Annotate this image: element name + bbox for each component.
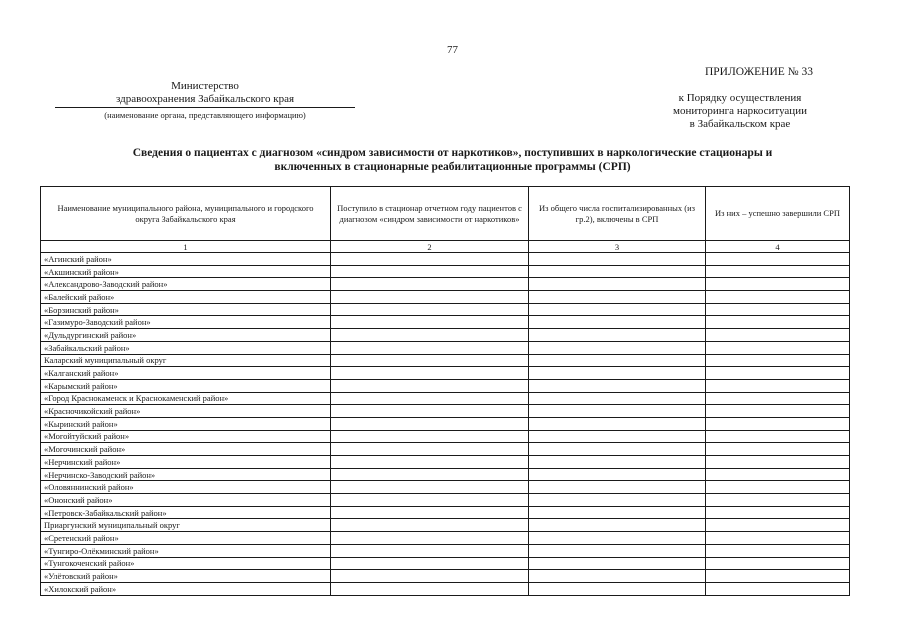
municipality-name-cell: «Карымский район» (41, 379, 331, 392)
municipality-name-cell: «Александрово-Заводский район» (41, 278, 331, 291)
empty-value-cell-col-2[interactable] (331, 379, 529, 392)
table-header-row (41, 187, 850, 241)
empty-value-cell-col-3[interactable] (529, 430, 706, 443)
table-row (41, 278, 850, 291)
ministry-line-1: Министерство (171, 80, 239, 92)
appendix-block (643, 66, 813, 131)
empty-value-cell-col-4[interactable] (706, 367, 850, 380)
empty-value-cell-col-3[interactable] (529, 329, 706, 342)
column-number: 1 (41, 241, 331, 253)
municipality-name-cell: «Газимуро-Заводский район» (41, 316, 331, 329)
municipality-name-cell: «Могочинский район» (41, 443, 331, 456)
empty-value-cell-col-2[interactable] (331, 303, 529, 316)
empty-value-cell-col-4[interactable] (706, 481, 850, 494)
empty-value-cell-col-4[interactable] (706, 341, 850, 354)
empty-value-cell-col-4[interactable] (706, 456, 850, 469)
municipality-name-cell: Каларский муниципальный округ (41, 354, 331, 367)
table-row (41, 494, 850, 507)
empty-value-cell-col-3[interactable] (529, 468, 706, 481)
appendix-title: ПРИЛОЖЕНИЕ № 33 (704, 66, 813, 78)
table-row (41, 291, 850, 304)
empty-value-cell-col-4[interactable] (706, 316, 850, 329)
empty-value-cell-col-4[interactable] (706, 392, 850, 405)
column-number: 3 (529, 241, 706, 253)
table-row (41, 405, 850, 418)
empty-value-cell-col-4[interactable] (706, 582, 850, 595)
appendix-line-1: к Порядку осуществления (678, 92, 802, 104)
empty-value-cell-col-4[interactable] (706, 253, 850, 266)
municipality-name-cell: «Акшинский район» (41, 265, 331, 278)
table-row (41, 582, 850, 595)
empty-value-cell-col-4[interactable] (706, 544, 850, 557)
municipality-name-cell: «Забайкальский район» (41, 341, 331, 354)
municipality-name-cell: «Балейский район» (41, 291, 331, 304)
empty-value-cell-col-3[interactable] (529, 367, 706, 380)
empty-value-cell-col-2[interactable] (331, 329, 529, 342)
header-municipality: Наименование муниципального района, муниципального и городского округа Забайкальского края (41, 187, 331, 241)
table-row (41, 316, 850, 329)
empty-value-cell-col-3[interactable] (529, 291, 706, 304)
table-row (41, 481, 850, 494)
empty-value-cell-col-2[interactable] (331, 253, 529, 266)
empty-value-cell-col-2[interactable] (331, 291, 529, 304)
empty-value-cell-col-3[interactable] (529, 303, 706, 316)
empty-value-cell-col-2[interactable] (331, 582, 529, 595)
empty-value-cell-col-4[interactable] (706, 519, 850, 532)
empty-value-cell-col-3[interactable] (529, 392, 706, 405)
municipality-name-cell: «Калганский район» (41, 367, 331, 380)
empty-value-cell-col-3[interactable] (529, 494, 706, 507)
municipality-name-cell: «Дульдургинский район» (41, 329, 331, 342)
document-title-line-1: Сведения о пациентах с диагнозом «синдром зависимости от наркотиков», поступивших в наркологические стационары и (132, 147, 773, 159)
empty-value-cell-col-3[interactable] (529, 557, 706, 570)
header-completed-srp: Из них – успешно завершили СРП (706, 187, 850, 241)
empty-value-cell-col-2[interactable] (331, 443, 529, 456)
empty-value-cell-col-2[interactable] (331, 481, 529, 494)
empty-value-cell-col-4[interactable] (706, 417, 850, 430)
table-row (41, 532, 850, 545)
empty-value-cell-col-2[interactable] (331, 544, 529, 557)
ministry-caption: (наименование органа, представляющего информацию) (104, 110, 306, 120)
municipality-name-cell: «Оловяннинский район» (41, 481, 331, 494)
municipality-name-cell: «Нерчинский район» (41, 456, 331, 469)
table-row (41, 341, 850, 354)
table-row (41, 392, 850, 405)
empty-value-cell-col-2[interactable] (331, 316, 529, 329)
empty-value-cell-col-2[interactable] (331, 519, 529, 532)
table-row (41, 329, 850, 342)
empty-value-cell-col-3[interactable] (529, 265, 706, 278)
header-included-srp: Из общего числа госпитализированных (из гр.2), включены в СРП (529, 187, 706, 241)
empty-value-cell-col-4[interactable] (706, 265, 850, 278)
empty-value-cell-col-3[interactable] (529, 506, 706, 519)
table-row (41, 265, 850, 278)
document-title (60, 146, 845, 174)
table-row (41, 544, 850, 557)
empty-value-cell-col-3[interactable] (529, 481, 706, 494)
page-number: 77 (447, 44, 458, 56)
municipality-name-cell: «Тунгокоченский район» (41, 557, 331, 570)
empty-value-cell-col-2[interactable] (331, 557, 529, 570)
empty-value-cell-col-2[interactable] (331, 367, 529, 380)
column-number-row (41, 241, 850, 253)
empty-value-cell-col-2[interactable] (331, 278, 529, 291)
empty-value-cell-col-2[interactable] (331, 532, 529, 545)
empty-value-cell-col-3[interactable] (529, 379, 706, 392)
municipality-name-cell: «Борзинский район» (41, 303, 331, 316)
empty-value-cell-col-4[interactable] (706, 354, 850, 367)
municipality-name-cell: «Агинский район» (41, 253, 331, 266)
appendix-line-2: мониторинга наркоситуации (673, 105, 807, 117)
empty-value-cell-col-4[interactable] (706, 532, 850, 545)
empty-value-cell-col-3[interactable] (529, 417, 706, 430)
table-row (41, 519, 850, 532)
municipality-name-cell: «Город Краснокаменск и Краснокаменский район» (41, 392, 331, 405)
table-row (41, 417, 850, 430)
table-row (41, 443, 850, 456)
empty-value-cell-col-2[interactable] (331, 506, 529, 519)
empty-value-cell-col-2[interactable] (331, 494, 529, 507)
municipality-name-cell: «Ононский район» (41, 494, 331, 507)
municipality-name-cell: «Петровск-Забайкальский район» (41, 506, 331, 519)
municipality-name-cell: «Нерчинско-Заводский район» (41, 468, 331, 481)
table-row (41, 303, 850, 316)
empty-value-cell-col-2[interactable] (331, 417, 529, 430)
empty-value-cell-col-4[interactable] (706, 570, 850, 583)
municipality-name-cell: «Кыринский район» (41, 417, 331, 430)
empty-value-cell-col-2[interactable] (331, 456, 529, 469)
table-row (41, 570, 850, 583)
municipality-name-cell: «Тунгиро-Олёкминский район» (41, 544, 331, 557)
empty-value-cell-col-3[interactable] (529, 443, 706, 456)
municipality-name-cell: «Могойтуйский район» (41, 430, 331, 443)
empty-value-cell-col-3[interactable] (529, 253, 706, 266)
empty-value-cell-col-3[interactable] (529, 354, 706, 367)
ministry-line-2: здравоохранения Забайкальского края (55, 93, 355, 108)
empty-value-cell-col-3[interactable] (529, 316, 706, 329)
empty-value-cell-col-2[interactable] (331, 354, 529, 367)
empty-value-cell-col-3[interactable] (529, 544, 706, 557)
table-row (41, 379, 850, 392)
header-admitted: Поступило в стационар отчетном году пациентов с диагнозом «синдром зависимости от наркотиков» (331, 187, 529, 241)
empty-value-cell-col-4[interactable] (706, 291, 850, 304)
empty-value-cell-col-4[interactable] (706, 379, 850, 392)
table-row (41, 456, 850, 469)
municipality-name-cell: «Красночикойский район» (41, 405, 331, 418)
empty-value-cell-col-3[interactable] (529, 570, 706, 583)
empty-value-cell-col-4[interactable] (706, 303, 850, 316)
empty-value-cell-col-2[interactable] (331, 430, 529, 443)
table-row (41, 557, 850, 570)
empty-value-cell-col-4[interactable] (706, 557, 850, 570)
empty-value-cell-col-4[interactable] (706, 468, 850, 481)
table-row (41, 367, 850, 380)
table-row (41, 430, 850, 443)
table-row (41, 354, 850, 367)
empty-value-cell-col-2[interactable] (331, 570, 529, 583)
empty-value-cell-col-2[interactable] (331, 265, 529, 278)
empty-value-cell-col-4[interactable] (706, 405, 850, 418)
municipality-name-cell: «Хилокский район» (41, 582, 331, 595)
empty-value-cell-col-4[interactable] (706, 329, 850, 342)
document-title-line-2: включенных в стационарные реабилитационные программы (СРП) (274, 161, 631, 173)
empty-value-cell-col-3[interactable] (529, 532, 706, 545)
empty-value-cell-col-4[interactable] (706, 506, 850, 519)
report-table (40, 186, 850, 596)
empty-value-cell-col-3[interactable] (529, 519, 706, 532)
column-number: 2 (331, 241, 529, 253)
table-row (41, 468, 850, 481)
empty-value-cell-col-3[interactable] (529, 405, 706, 418)
table-row (41, 253, 850, 266)
column-number: 4 (706, 241, 850, 253)
empty-value-cell-col-4[interactable] (706, 278, 850, 291)
empty-value-cell-col-3[interactable] (529, 456, 706, 469)
empty-value-cell-col-3[interactable] (529, 341, 706, 354)
empty-value-cell-col-4[interactable] (706, 494, 850, 507)
empty-value-cell-col-2[interactable] (331, 341, 529, 354)
municipality-name-cell: «Сретенский район» (41, 532, 331, 545)
appendix-line-3: в Забайкальском крае (689, 118, 791, 130)
empty-value-cell-col-2[interactable] (331, 468, 529, 481)
municipality-name-cell: Приаргунский муниципальный округ (41, 519, 331, 532)
empty-value-cell-col-2[interactable] (331, 405, 529, 418)
empty-value-cell-col-4[interactable] (706, 443, 850, 456)
municipality-name-cell: «Улётовский район» (41, 570, 331, 583)
ministry-block (55, 80, 355, 121)
empty-value-cell-col-2[interactable] (331, 392, 529, 405)
empty-value-cell-col-3[interactable] (529, 278, 706, 291)
table-row (41, 506, 850, 519)
empty-value-cell-col-3[interactable] (529, 582, 706, 595)
empty-value-cell-col-4[interactable] (706, 430, 850, 443)
